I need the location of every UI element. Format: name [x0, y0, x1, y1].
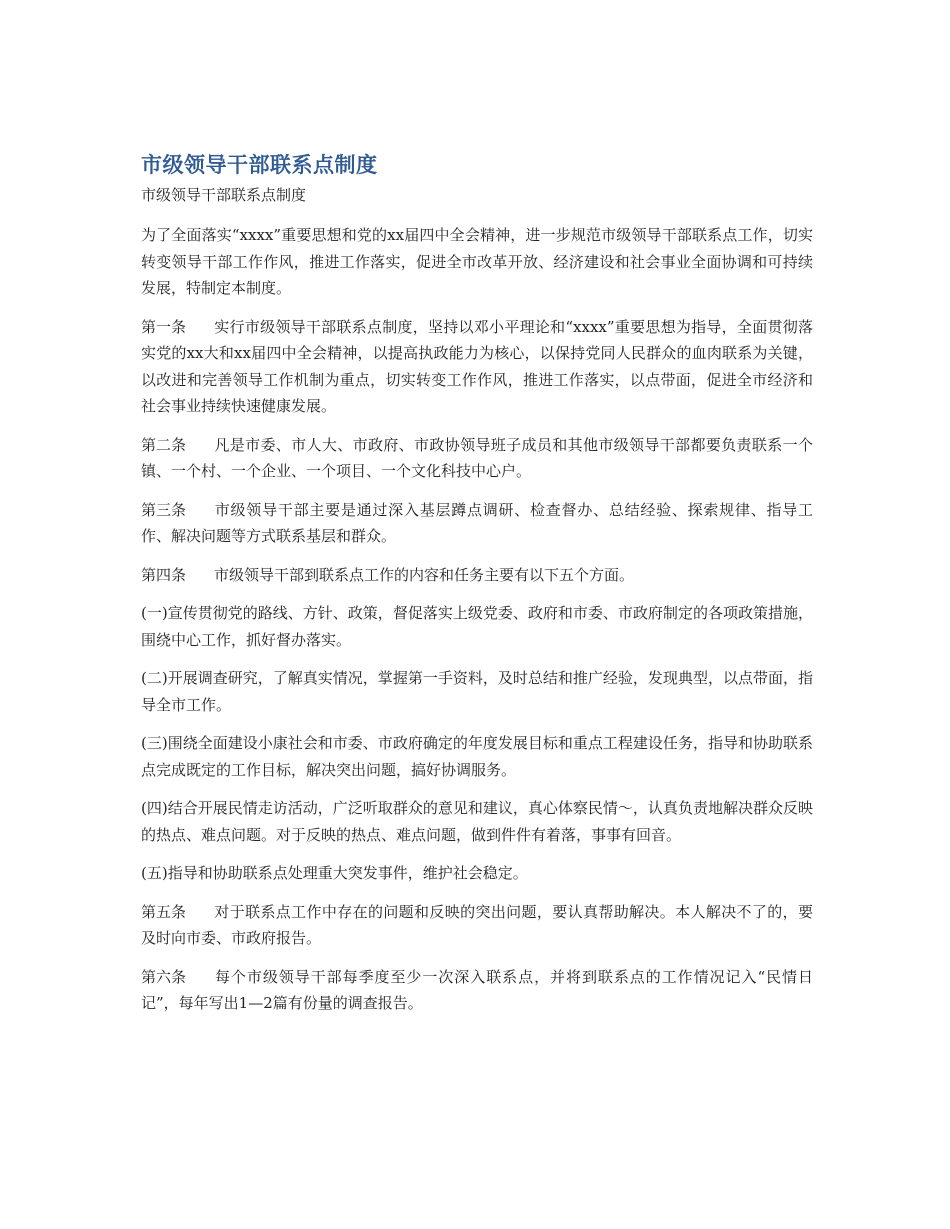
- list-item-3: (三)围绕全面建设小康社会和市委、市政府确定的年度发展目标和重点工程建设任务，指导和协助联系点完成既定的工作目标，解决突出问题，搞好协调服务。: [141, 734, 813, 779]
- article-text: 市级领导干部主要是通过深入基层蹲点调研、检查督办、总结经验、探索规律、指导工作、解决问题等方式联系基层和群众。: [141, 500, 813, 545]
- article-text: 每个市级领导干部每季度至少一次深入联系点，并将到联系点的工作情况记入“民情日记”，每年写出1—2篇有份量的调查报告。: [141, 967, 813, 1012]
- article-label: 第五条: [141, 902, 187, 921]
- article-text: 实行市级领导干部联系点制度，坚持以邓小平理论和“xxxx”重要思想为指导，全面贯彻落实党的xx大和xx届四中全会精神，以提高执政能力为核心，以保持党同人民群众的血肉联系为关键，以改进和完善领导工作机制为重点，切实转变工作作风，推进工作落实，以点带面，促进全市经济和社会事业持续快速健康发展。: [141, 317, 813, 415]
- document-page: [141, 150, 813, 1029]
- article-text: 市级领导干部到联系点工作的内容和任务主要有以下五个方面。: [214, 565, 635, 584]
- article-label: 第二条: [141, 435, 187, 454]
- article-label: 第六条: [141, 967, 187, 986]
- article-2: [141, 432, 813, 485]
- article-3: [141, 497, 813, 550]
- list-item-4: (四)结合开展民情走访活动，广泛听取群众的意见和建议，真心体察民情～，认真负责地解决群众反映的热点、难点问题。对于反映的热点、难点问题，做到件件有着落，事事有回音。: [141, 799, 813, 844]
- list-item-1: (一)宣传贯彻党的路线、方针、政策，督促落实上级党委、政府和市委、市政府制定的各项政策措施，围绕中心工作，抓好督办落实。: [141, 604, 813, 649]
- article-4: [141, 562, 813, 589]
- article-6: [141, 964, 813, 1017]
- article-label: 第四条: [141, 565, 187, 584]
- document-subtitle: 市级领导干部联系点制度: [141, 186, 307, 204]
- list-item-5: (五)指导和协助联系点处理重大突发事件，维护社会稳定。: [141, 864, 528, 882]
- intro-paragraph: 为了全面落实“xxxx”重要思想和党的xx届四中全会精神，进一步规范市级领导干部联系点工作，切实转变领导干部工作作风，推进工作落实，促进全市改革开放、经济建设和社会事业全面协调和可持续发展，特制定本制度。: [141, 226, 813, 297]
- article-1: [141, 314, 813, 420]
- article-5: [141, 899, 813, 952]
- article-text: 凡是市委、市人大、市政府、市政协领导班子成员和其他市级领导干部都要负责联系一个镇、一个村、一个企业、一个项目、一个文化科技中心户。: [141, 435, 813, 480]
- list-item-2: (二)开展调查研究，了解真实情况，掌握第一手资料，及时总结和推广经验，发现典型，以点带面，指导全市工作。: [141, 669, 813, 714]
- document-title: 市级领导干部联系点制度: [141, 153, 378, 177]
- article-text: 对于联系点工作中存在的问题和反映的突出问题，要认真帮助解决。本人解决不了的，要及时向市委、市政府报告。: [141, 902, 813, 947]
- article-label: 第一条: [141, 317, 187, 336]
- article-label: 第三条: [141, 500, 187, 519]
